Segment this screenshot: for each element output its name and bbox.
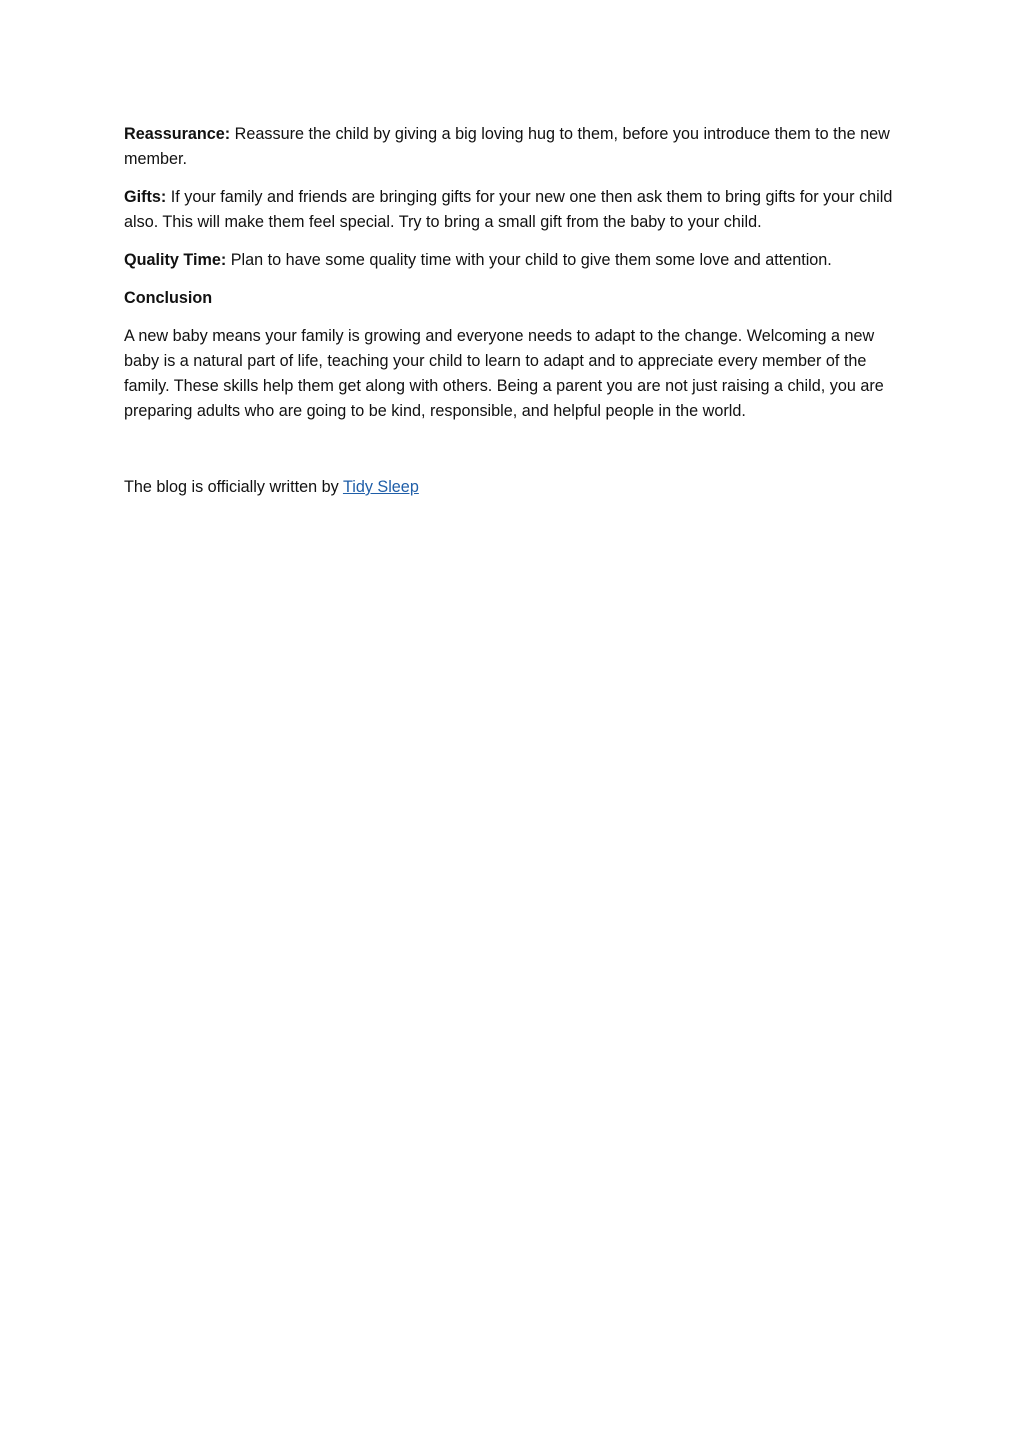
gifts-label: Gifts: <box>124 188 167 206</box>
gifts-paragraph <box>124 185 899 235</box>
reassurance-label: Reassurance: <box>124 125 231 143</box>
spacer <box>124 437 899 475</box>
document-page <box>124 122 899 513</box>
credit-line <box>124 475 899 500</box>
quality-time-label: Quality Time: <box>124 251 227 269</box>
reassurance-text: Reassure the child by giving a big loving hug to them, before you introduce them to the new member. <box>124 125 890 168</box>
quality-time-text: Plan to have some quality time with your child to give them some love and attention. <box>226 251 832 269</box>
tidy-sleep-link[interactable]: Tidy Sleep <box>342 478 419 496</box>
quality-time-paragraph <box>124 248 899 273</box>
gifts-text: If your family and friends are bringing gifts for your new one then ask them to bring gifts for your child also. This will make them feel special. Try to bring a small gift from the baby to your child. <box>124 188 893 231</box>
conclusion-heading: Conclusion <box>124 289 213 307</box>
reassurance-paragraph <box>124 122 899 172</box>
conclusion-paragraph: A new baby means your family is growing and everyone needs to adapt to the change. Welcoming a new baby is a natural part of life, teaching your child to learn to adapt and to appreciate every member of the family. These skills help them get along with others. Being a parent you are not just raising a child, you are preparing adults who are going to be kind, responsible, and helpful people in the world. <box>124 327 884 420</box>
credit-text: The blog is officially written by <box>124 478 343 496</box>
